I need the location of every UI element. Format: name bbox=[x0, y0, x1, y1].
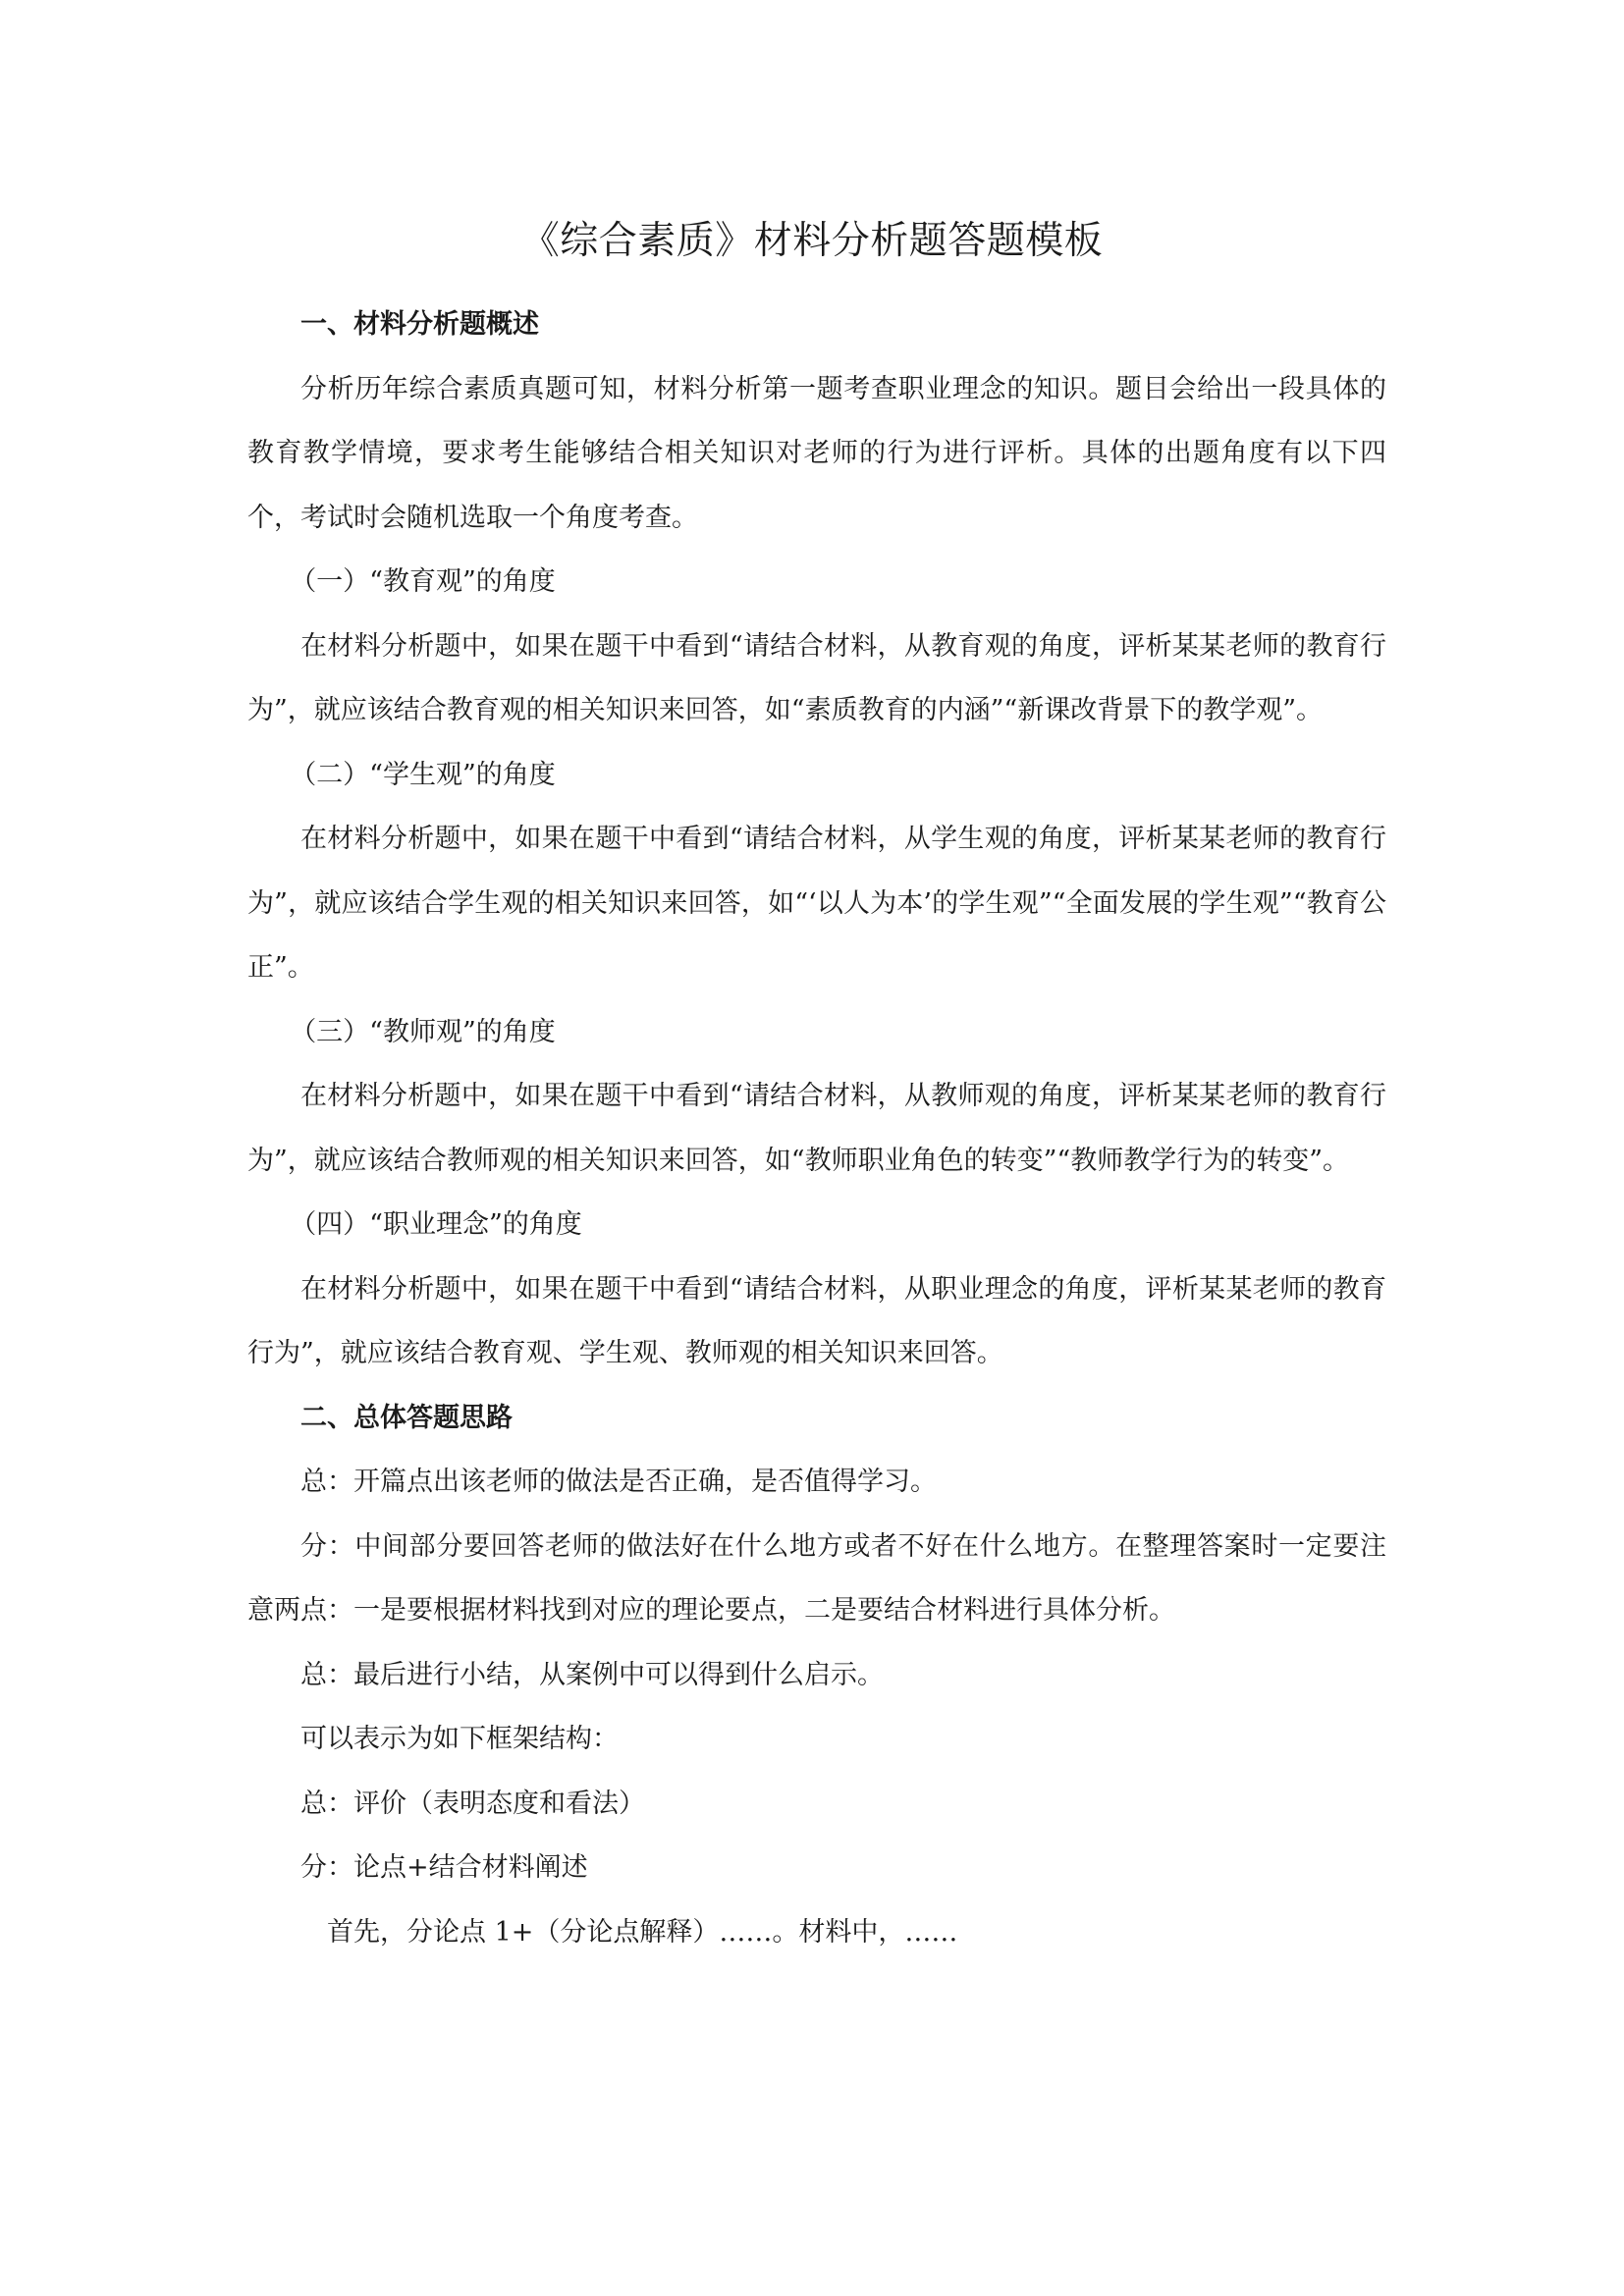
section-2-paragraph-7: 首先，分论点 1+（分论点解释）……。材料中，…… bbox=[327, 1916, 958, 1948]
section-1-heading: 一、材料分析题概述 bbox=[300, 309, 539, 340]
document-body bbox=[247, 293, 1386, 1964]
section-2-paragraph-2: 分：中间部分要回答老师的做法好在什么地方或者不好在什么地方。在整理答案时一定要注意两点：一是要根据材料找到对应的理论要点，二是要结合材料进行具体分析。 bbox=[247, 1530, 1386, 1626]
section-2-paragraph-6: 分：论点+结合材料阐述 bbox=[300, 1852, 588, 1883]
subsection-1-heading: （一）“教育观”的角度 bbox=[290, 566, 556, 597]
subsection-2-heading: （二）“学生观”的角度 bbox=[290, 759, 556, 790]
section-2-paragraph-3: 总：最后进行小结，从案例中可以得到什么启示。 bbox=[300, 1659, 884, 1690]
subsection-1-body: 在材料分析题中，如果在题干中看到“请结合材料，从教育观的角度，评析某某老师的教育行为”，就应该结合教育观的相关知识来回答，如“素质教育的内涵”“新课改背景下的教学观”。 bbox=[247, 630, 1386, 725]
section-2-heading: 二、总体答题思路 bbox=[300, 1402, 513, 1433]
section-2-paragraph-4: 可以表示为如下框架结构： bbox=[300, 1724, 619, 1754]
section-2-paragraph-1: 总：开篇点出该老师的做法是否正确，是否值得学习。 bbox=[300, 1467, 937, 1497]
section-2-paragraph-5: 总：评价（表明态度和看法） bbox=[300, 1788, 645, 1819]
subsection-2-body: 在材料分析题中，如果在题干中看到“请结合材料，从学生观的角度，评析某某老师的教育行为”，就应该结合学生观的相关知识来回答，如“‘以人为本’的学生观”“全面发展的学生观”“教育公正”。 bbox=[247, 824, 1386, 983]
subsection-3-body: 在材料分析题中，如果在题干中看到“请结合材料，从教师观的角度，评析某某老师的教育行为”，就应该结合教师观的相关知识来回答，如“教师职业角色的转变”“教师教学行为的转变”。 bbox=[247, 1081, 1386, 1176]
subsection-4-body: 在材料分析题中，如果在题干中看到“请结合材料，从职业理念的角度，评析某某老师的教育行为”，就应该结合教育观、学生观、教师观的相关知识来回答。 bbox=[247, 1273, 1386, 1368]
subsection-4-heading: （四）“职业理念”的角度 bbox=[290, 1209, 582, 1240]
section-1-intro: 分析历年综合素质真题可知，材料分析第一题考查职业理念的知识。题目会给出一段具体的教育教学情境，要求考生能够结合相关知识对老师的行为进行评析。具体的出题角度有以下四个，考试时会随机选取一个角度考查。 bbox=[247, 373, 1386, 533]
subsection-3-heading: （三）“教师观”的角度 bbox=[290, 1016, 556, 1047]
document-title: 《综合素质》材料分析题答题模板 bbox=[520, 219, 1104, 263]
